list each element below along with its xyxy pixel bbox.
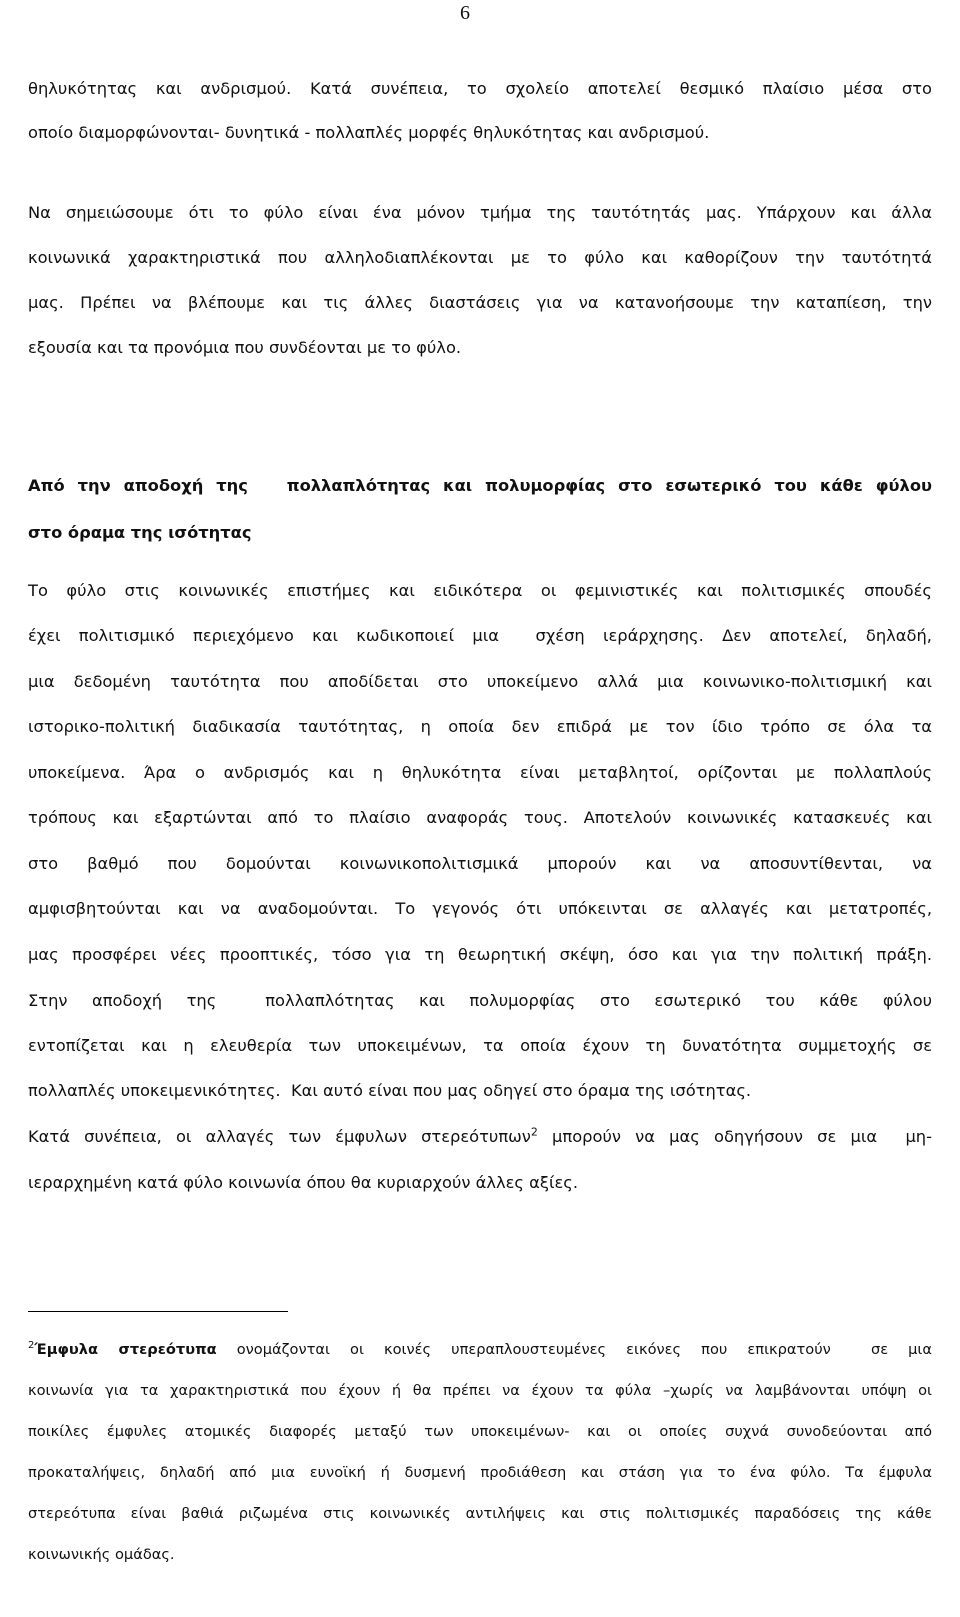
footnote-line: ποικίλες έμφυλες ατομικές διαφορές μεταξύ των υποκειμένων- και οι οποίες συχνά συνοδεύονται από bbox=[28, 1423, 932, 1440]
text-line: ιστορικο-πολιτική διαδικασία ταυτότητας, η οποία δεν επιδρά με τον ίδιο τρόπο σε όλα τα bbox=[28, 717, 932, 736]
footnote-term: Έμφυλα στερεότυπα bbox=[34, 1341, 217, 1358]
text-line: πολλαπλές υποκειμενικότητες. Και αυτό είναι που μας οδηγεί στο όραμα της ισότητας. bbox=[28, 1081, 752, 1100]
heading-line: στο όραμα της ισότητας bbox=[28, 523, 252, 542]
text-line: εντοπίζεται και η ελευθερία των υποκειμένων, τα οποία έχουν τη δυνατότητα συμμετοχής σε bbox=[28, 1036, 932, 1055]
text-line: οποίο διαμορφώνονται- δυνητικά - πολλαπλές μορφές θηλυκότητας και ανδρισμού. bbox=[28, 123, 710, 142]
text-line: θηλυκότητας και ανδρισμού. Κατά συνέπεια, το σχολείο αποτελεί θεσμικό πλαίσιο μέσα στο bbox=[28, 79, 932, 98]
text-line: ιεραρχημένη κατά φύλο κοινωνία όπου θα κυριαρχούν άλλες αξίες. bbox=[28, 1173, 579, 1192]
heading-line: Από την αποδοχή της πολλαπλότητας και πολυμορφίας στο εσωτερικό του κάθε φύλου bbox=[28, 476, 932, 495]
footnote-line: κοινωνία για τα χαρακτηριστικά που έχουν ή θα πρέπει να έχουν τα φύλα –χωρίς να λαμβάνονται υπόψη οι bbox=[28, 1382, 932, 1399]
footnote-marker: 2 bbox=[28, 1340, 35, 1352]
footnote-line: κοινωνικής ομάδας. bbox=[28, 1546, 175, 1563]
text-line: Να σημειώσουμε ότι το φύλο είναι ένα μόνον τμήμα της ταυτότητάς μας. Υπάρχουν και άλλα bbox=[28, 203, 932, 222]
text-line: κοινωνικά χαρακτηριστικά που αλληλοδιαπλέκονται με το φύλο και καθορίζουν την ταυτότητά bbox=[28, 248, 932, 267]
footnote-reference[interactable]: 2 bbox=[530, 1125, 538, 1139]
text-line: μας προσφέρει νέες προοπτικές, τόσο για τη θεωρητική σκέψη, όσο και για την πολιτική πράξη. bbox=[28, 945, 932, 964]
footnote-separator bbox=[28, 1311, 288, 1312]
text-line: μας. Πρέπει να βλέπουμε και τις άλλες διαστάσεις για να κατανοήσουμε την καταπίεση, την bbox=[28, 293, 932, 312]
text-line: υποκείμενα. Άρα ο ανδρισμός και η θηλυκότητα είναι μεταβλητοί, ορίζονται με πολλαπλούς bbox=[28, 763, 932, 782]
text-line: έχει πολιτισμικό περιεχόμενο και κωδικοποιεί μια σχέση ιεράρχησης. Δεν αποτελεί, δηλαδή, bbox=[28, 626, 932, 645]
page-number: 6 bbox=[460, 2, 470, 24]
footnote-line: στερεότυπα είναι βαθιά ριζωμένα στις κοινωνικές αντιλήψεις και στις πολιτισμικές παραδόσεις της κάθε bbox=[28, 1505, 932, 1522]
footnote-line: προκαταλήψεις, δηλαδή από μια ευνοϊκή ή δυσμενή προδιάθεση και στάση για το ένα φύλο. Τα έμφυλα bbox=[28, 1464, 932, 1481]
text-line: μια δεδομένη ταυτότητα που αποδίδεται στο υποκείμενο αλλά μια κοινωνικο-πολιτισμική και bbox=[28, 672, 932, 691]
text-line-with-footnote-ref bbox=[28, 1126, 932, 1148]
text-line: τρόπους και εξαρτώνται από το πλαίσιο αναφοράς τους. Αποτελούν κοινωνικές κατασκευές και bbox=[28, 808, 932, 827]
text-segment: μπορούν να μας οδηγήσουν σε μια μη- bbox=[537, 1127, 932, 1146]
text-line: αμφισβητούνται και να αναδομούνται. Το γεγονός ότι υπόκεινται σε αλλαγές και μετατροπές, bbox=[28, 899, 932, 918]
text-line: Το φύλο στις κοινωνικές επιστήμες και ειδικότερα οι φεμινιστικές και πολιτισμικές σπουδές bbox=[28, 581, 932, 600]
text-line: στο βαθμό που δομούνται κοινωνικοπολιτισμικά μπορούν και να αποσυντίθενται, να bbox=[28, 854, 932, 873]
text-line: εξουσία και τα προνόμια που συνδέονται με το φύλο. bbox=[28, 338, 462, 357]
text-segment: Κατά συνέπεια, οι αλλαγές των έμφυλων στερεότυπων bbox=[28, 1127, 531, 1146]
footnote-line bbox=[28, 1340, 932, 1360]
text-line: Στην αποδοχή της πολλαπλότητας και πολυμορφίας στο εσωτερικό του κάθε φύλου bbox=[28, 991, 932, 1010]
text-segment: ονομάζονται οι κοινές υπεραπλουστευμένες εικόνες που επικρατούν σε μια bbox=[216, 1341, 932, 1358]
